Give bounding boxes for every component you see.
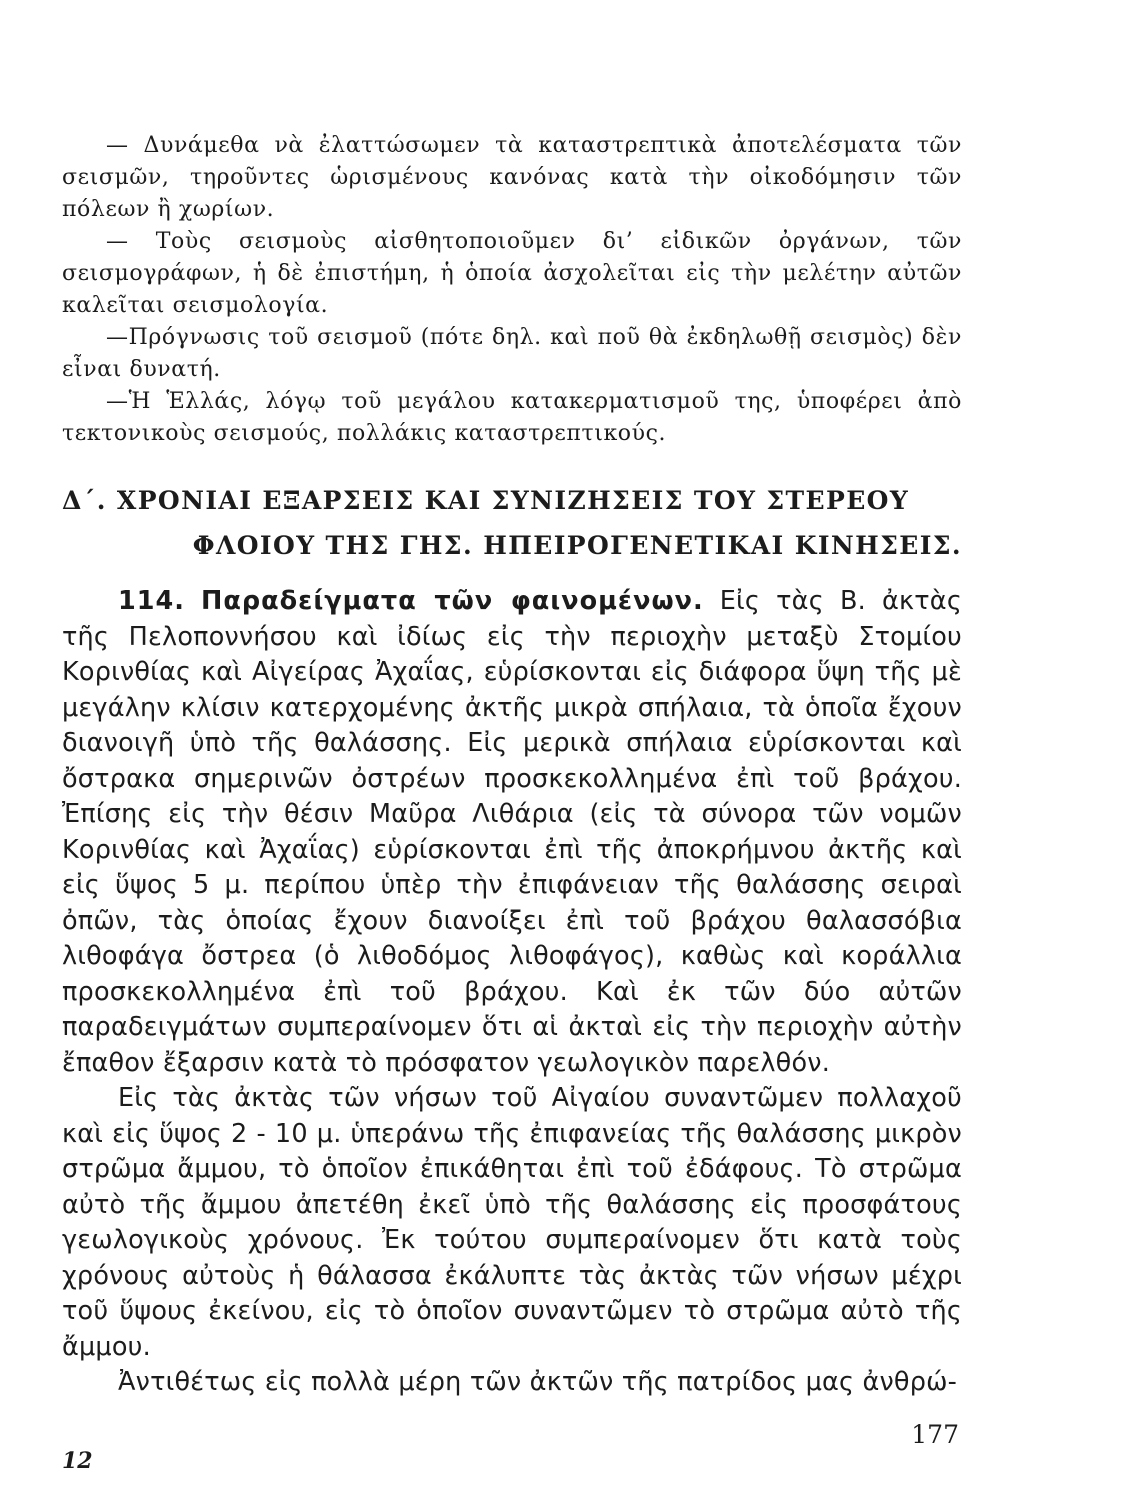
intro-paragraph-4 bbox=[62, 386, 962, 450]
intro-paragraph-3 bbox=[62, 322, 962, 386]
section-text-2: Εἰς τὰς ἀκτὰς τῶν νήσων τοῦ Αἰγαίου συναντῶμεν πολλαχοῦ καὶ εἰς ὕψος 2 - 10 μ. ὑπεράνω τῆς ἐπιφανείας τῆς θαλάσσης μικρὸν στρῶμα ἄμμου, τὸ ὁποῖον ἐπικάθηται ἐπὶ τοῦ ἐδάφους. Τὸ στρῶμα αὐτὸ τῆς ἄμμου ἀπετέθη ἐκεῖ ὑπὸ τῆς θαλάσσης εἰς προσφάτους γεωλογικοὺς χρόνους. Ἐκ τούτου συμπεραίνομεν ὅτι κατὰ τοὺς χρόνους αὐτοὺς ἡ θάλασσα ἐκάλυπτε τὰς ἀκτὰς τῶν νήσων μέχρι τοῦ ὕψους ἐκείνου, εἰς τὸ ὁποῖον συναντῶμεν τὸ στρῶμα αὐτὸ τῆς ἄμμου. bbox=[62, 1083, 962, 1362]
section-paragraph-1 bbox=[62, 584, 962, 1081]
intro-text-1: — Δυνάμεθα νὰ ἐλαττώσωμεν τὰ καταστρεπτικὰ ἀποτελέσματα τῶν σεισμῶν, τηροῦντες ὡρισμένους κανόνας κατὰ τὴν οἰκοδόμησιν τῶν πόλεων ἢ χωρίων. bbox=[62, 133, 962, 222]
intro-text-3: —Πρόγνωσις τοῦ σεισμοῦ (πότε δηλ. καὶ ποῦ θὰ ἐκδηλωθῇ σεισμὸς) δὲν εἶναι δυνατή. bbox=[62, 325, 962, 382]
intro-block bbox=[62, 130, 962, 450]
chapter-heading-line-2: ΦΛΟΙΟΥ ΤΗΣ ΓΗΣ. ΗΠΕΙΡΟΓΕΝΕΤΙΚΑΙ ΚΙΝΗΣΕΙΣ. bbox=[192, 531, 962, 560]
section-paragraph-3 bbox=[62, 1365, 962, 1401]
chapter-heading bbox=[62, 478, 962, 568]
section-title: Παραδείγματα τῶν φαινομένων. bbox=[201, 586, 704, 616]
section-114 bbox=[62, 584, 962, 1401]
intro-text-2: — Τοὺς σεισμοὺς αἰσθητοποιοῦμεν δι’ εἰδικῶν ὀργάνων, τῶν σεισμογράφων, ἡ δὲ ἐπιστήμη, ἡ ὁποία ἀσχολεῖται εἰς τὴν μελέτην αὐτῶν καλεῖται σεισμολογία. bbox=[62, 229, 962, 318]
page-number: 177 bbox=[911, 1420, 959, 1449]
intro-paragraph-1 bbox=[62, 130, 962, 226]
section-text-3: Ἀντιθέτως εἰς πολλὰ μέρη τῶν ἀκτῶν τῆς πατρίδος μας ἀνθρώ- bbox=[118, 1367, 958, 1397]
section-number: 114. bbox=[118, 586, 185, 616]
intro-paragraph-2 bbox=[62, 226, 962, 322]
sheet-number: 12 bbox=[62, 1448, 93, 1474]
section-text-1: Εἰς τὰς Β. ἀκτὰς τῆς Πελοποννήσου καὶ ἰδίως εἰς τὴν περιοχὴν μεταξὺ Στομίου Κορινθίας καὶ Αἰγείρας Ἀχαΐας, εὑρίσκονται εἰς διάφορα ὕψη τῆς μὲ μεγάλην κλίσιν κατερχομένης ἀκτῆς μικρὰ σπήλαια, τὰ ὁποῖα ἔχουν διανοιγῆ ὑπὸ τῆς θαλάσσης. Εἰς μερικὰ σπήλαια εὑρίσκονται καὶ ὄστρακα σημερινῶν ὀστρέων προσκεκολλημένα ἐπὶ τοῦ βράχου. Ἐπίσης εἰς τὴν θέσιν Μαῦρα Λιθάρια (εἰς τὰ σύνορα τῶν νομῶν Κορινθίας καὶ Ἀχαΐας) εὑρίσκονται ἐπὶ τῆς ἀποκρήμνου ἀκτῆς καὶ εἰς ὕψος 5 μ. περίπου ὑπὲρ τὴν ἐπιφάνειαν τῆς θαλάσσης σειραὶ ὀπῶν, τὰς ὁποίας ἔχουν διανοίξει ἐπὶ τοῦ βράχου θαλασσόβια λιθοφάγα ὄστρεα (ὁ λιθοδόμος λιθοφάγος), καθὼς καὶ κοράλλια προσκεκολλημένα ἐπὶ τοῦ βράχου. Καὶ ἐκ τῶν δύο αὐτῶν παραδειγμάτων συμπεραίνομεν ὅτι αἱ ἀκταὶ εἰς τὴν περιοχὴν αὐτὴν ἔπαθον ἔξαρσιν κατὰ τὸ πρόσφατον γεωλογικὸν παρελθόν. bbox=[62, 586, 962, 1078]
intro-text-4: —Ἡ Ἑλλάς, λόγῳ τοῦ μεγάλου κατακερματισμοῦ της, ὑποφέρει ἀπὸ τεκτονικοὺς σεισμούς, πολλάκις καταστρεπτικούς. bbox=[62, 389, 962, 446]
section-paragraph-2 bbox=[62, 1081, 962, 1365]
chapter-heading-line-1: Δ΄. ΧΡΟΝΙΑΙ ΕΞΑΡΣΕΙΣ ΚΑΙ ΣΥΝΙΖΗΣΕΙΣ ΤΟΥ ΣΤΕΡΕΟΥ bbox=[62, 486, 910, 515]
